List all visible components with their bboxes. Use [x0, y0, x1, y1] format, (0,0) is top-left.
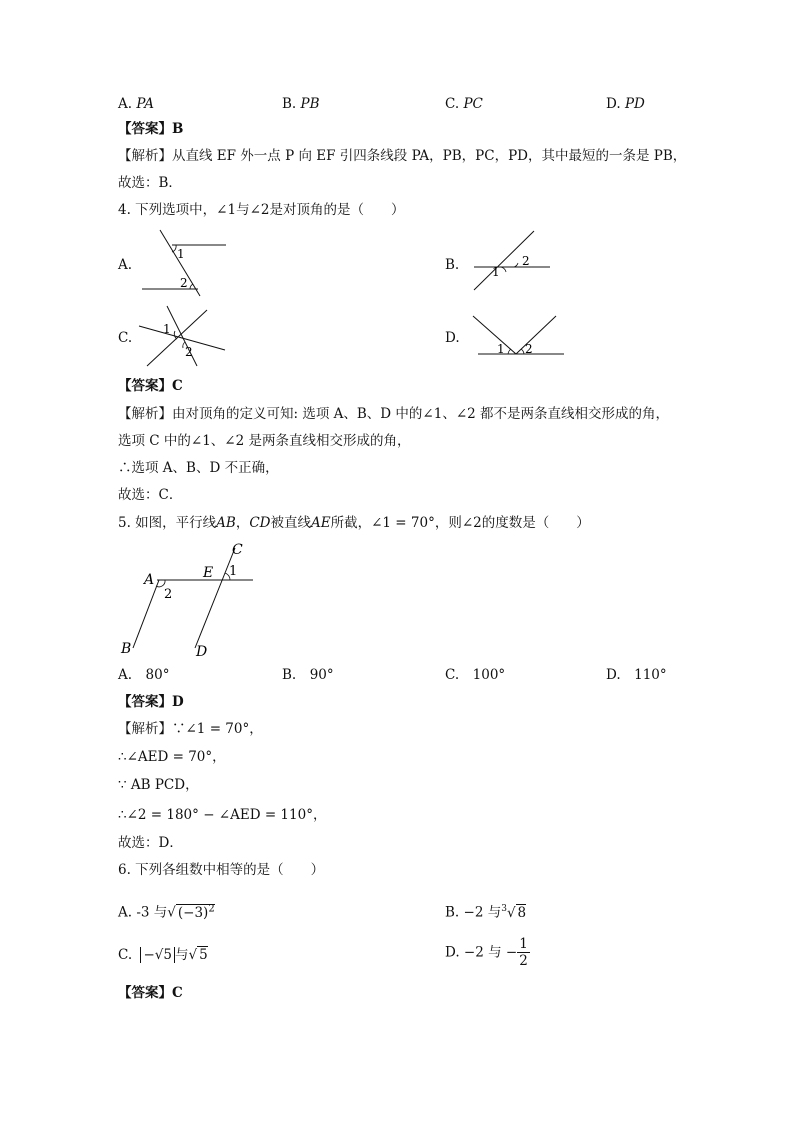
q4-stem: 4. 下列选项中，∠1与∠2是对顶角的是（ ） — [118, 202, 405, 218]
exponent: 2 — [208, 903, 215, 914]
q5-answer: 【答案】D — [118, 694, 184, 710]
q4-option-c: C. — [118, 330, 133, 346]
option-value: PA — [136, 96, 154, 112]
option-letter: A. — [118, 96, 137, 112]
option-text: 与 — [174, 947, 189, 963]
point-a-label: A — [144, 572, 155, 588]
q4-analysis-line-1: 【解析】由对顶角的定义可知: 选项 A、B、D 中的∠1、∠2 都不是两条直线相交形成的角， — [118, 406, 670, 422]
absolute-inner: −√5 — [143, 947, 172, 963]
sqrt-expression: √ 5 — [188, 947, 208, 963]
absolute-value — [140, 947, 175, 963]
q4-option-a: A. — [118, 257, 133, 273]
option-value: PB — [300, 96, 320, 112]
q3-option-a — [118, 95, 154, 113]
angle-1-label: 1 — [177, 247, 185, 261]
option-text: C. — [118, 947, 133, 963]
angle-2-label: 2 — [525, 342, 533, 356]
stem-cd: CD — [249, 515, 271, 531]
cube-root-expression: √ 8 — [506, 904, 527, 921]
q3-option-d — [606, 95, 645, 113]
point-b-label: B — [121, 641, 132, 657]
angle-2-label: 2 — [185, 345, 193, 359]
numerator: 1 — [519, 936, 528, 952]
option-text: B. −2 与 — [445, 904, 502, 921]
q3-option-b — [282, 95, 320, 113]
angle-2-label: 2 — [180, 276, 188, 290]
q6-option-b — [445, 898, 526, 924]
q5-option-a: A. 80° — [118, 667, 170, 683]
q5-figure — [115, 540, 265, 662]
q5-option-d: D. 110° — [606, 667, 667, 683]
option-letter: D. — [606, 96, 625, 112]
option-letter: C. — [445, 96, 464, 112]
stem-text: 被直线 — [270, 515, 311, 531]
q5-analysis-line-2: ∴∠AED = 70°， — [118, 749, 226, 765]
angle-1-label: 1 — [163, 322, 171, 336]
root-index: 3 — [501, 904, 507, 914]
stem-text: 所截，∠1 = 70°，则∠2的度数是（ ） — [330, 515, 590, 531]
q4-figure-a — [138, 228, 233, 298]
radicand-value: 5 — [199, 947, 208, 963]
q6-option-d — [445, 936, 530, 969]
point-d-label: D — [196, 644, 208, 660]
q4-analysis-line-4: 故选：C． — [118, 487, 183, 503]
point-c-label: C — [232, 542, 243, 558]
sqrt-expression: √ $(-3)^2$ — [167, 903, 215, 921]
point-e-label: E — [203, 565, 214, 581]
q4-analysis-line-2: 选项 C 中的∠1、∠2 是两条直线相交形成的角， — [118, 433, 411, 449]
q6-stem: 6. 下列各组数中相等的是（ ） — [118, 862, 325, 878]
q3-answer: 【答案】B — [118, 121, 184, 137]
radicand — [176, 904, 215, 921]
option-value: PC — [463, 96, 483, 112]
option-text: A. -3 与 — [118, 904, 168, 921]
q6-answer: 【答案】C — [118, 985, 183, 1001]
q6-option-a — [118, 898, 215, 924]
angle-1-label: 1 — [492, 265, 500, 279]
q4-figure-d — [468, 312, 568, 360]
q4-figure-b — [470, 228, 560, 294]
denominator: 2 — [519, 953, 528, 969]
q4-figure-c — [135, 304, 230, 370]
q3-option-c — [445, 95, 483, 113]
radicand-value: 8 — [517, 904, 527, 921]
q5-stem — [118, 514, 590, 532]
angle-1-label: 1 — [229, 564, 238, 579]
angle-2-label: 2 — [164, 587, 173, 602]
angle-2-label: 2 — [522, 254, 530, 268]
q3-analysis-line-1: 【解析】从直线 EF 外一点 P 向 EF 引四条线段 PA，PB，PC，PD，其中最短的一条是 PB， — [118, 148, 687, 164]
q5-analysis-line-1: 【解析】∵∠1 = 70°， — [118, 721, 263, 737]
fraction — [517, 936, 530, 969]
option-text: D. −2 与 − — [445, 944, 518, 961]
q5-option-b: B. 90° — [282, 667, 334, 683]
q6-option-c — [118, 944, 208, 966]
q4-answer: 【答案】C — [118, 378, 183, 394]
q5-option-c: C. 100° — [445, 667, 506, 683]
stem-text: 5. 如图，平行线 — [118, 515, 217, 531]
q3-analysis-line-2: 故选：B． — [118, 175, 182, 191]
stem-text: ， — [235, 515, 250, 531]
q5-analysis-line-4: ∴∠2 = 180° − ∠AED = 110°， — [118, 807, 327, 823]
q4-option-d: D. — [445, 330, 460, 346]
stem-ab: AB — [216, 515, 236, 531]
q5-analysis-line-3: ∵ AB PCD， — [118, 777, 199, 793]
option-value: PD — [624, 96, 645, 112]
angle-1-label: 1 — [497, 342, 505, 356]
q4-analysis-line-3: ∴选项 A、B、D 不正确， — [118, 460, 279, 476]
q4-option-b: B. — [445, 257, 460, 273]
stem-ae: AE — [311, 515, 331, 531]
q5-analysis-line-5: 故选：D． — [118, 835, 183, 851]
radicand-value: (−3) — [177, 904, 209, 921]
option-letter: B. — [282, 96, 301, 112]
